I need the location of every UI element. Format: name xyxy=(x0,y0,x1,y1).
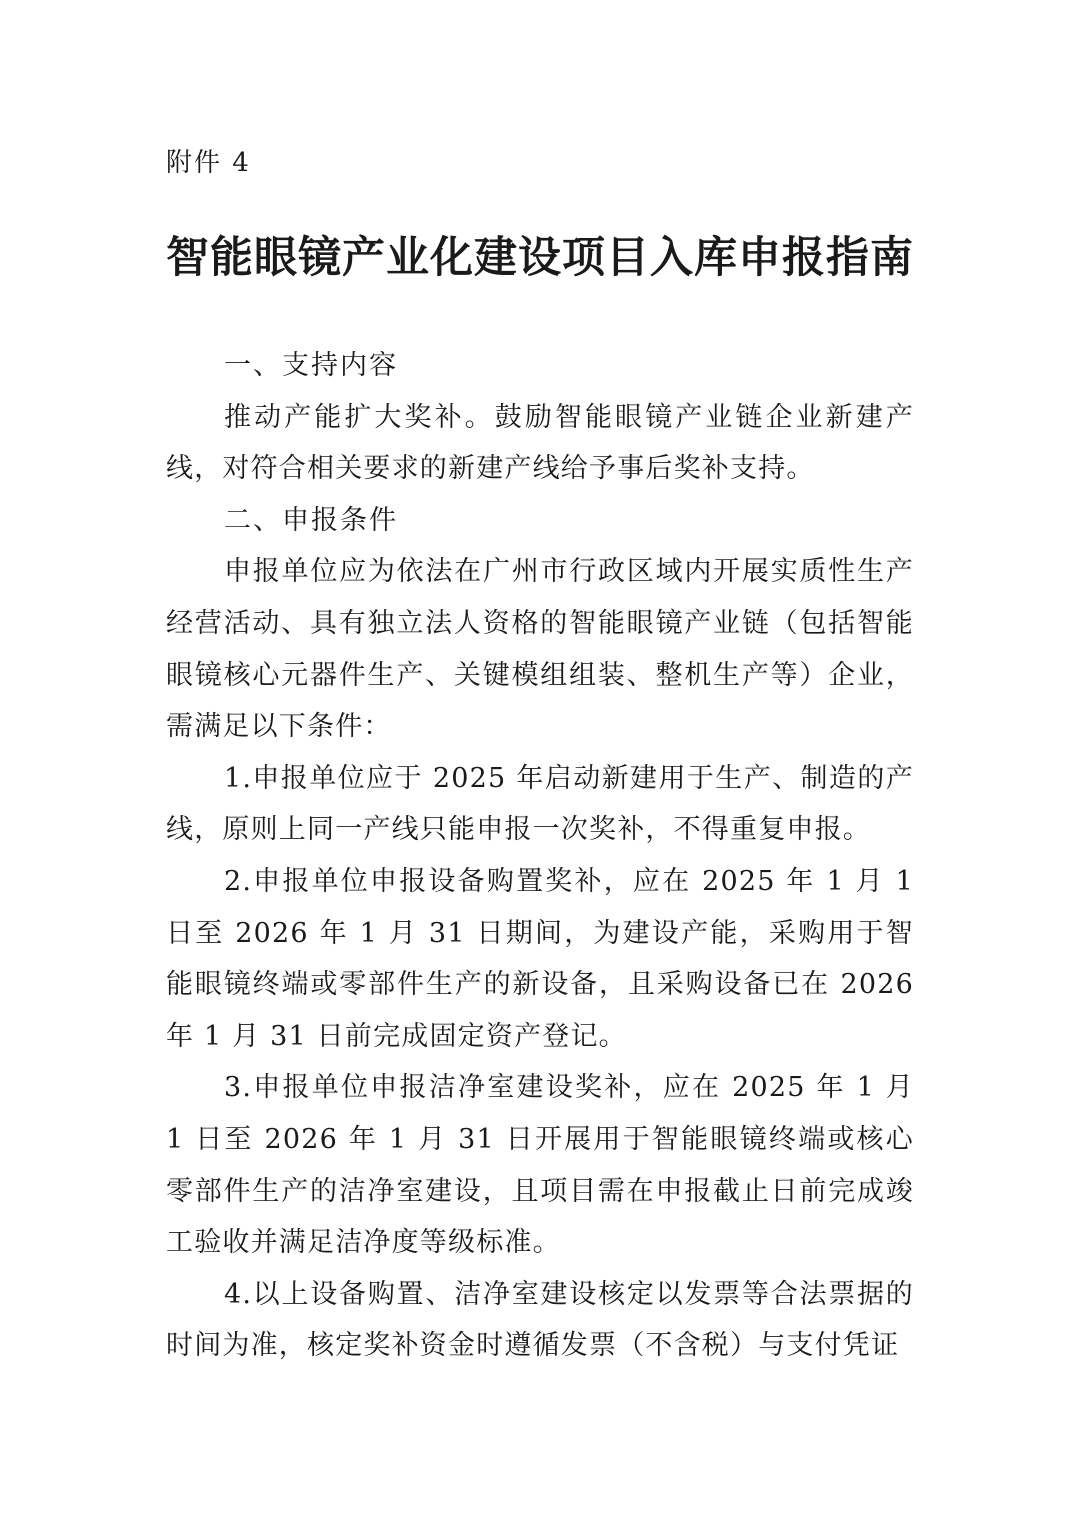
paragraph-condition-2: 2.申报单位申报设备购置奖补，应在 2025 年 1 月 1 日至 2026 年 1 月 31 日期间，为建设产能，采购用于智能眼镜终端或零部件生产的新设备，且采购设备已在 2026 年 1 月 31 日前完成固定资产登记。 xyxy=(166,865,914,1052)
paragraph-eligibility: 申报单位应为依法在广州市行政区域内开展实质性生产经营活动、具有独立法人资格的智能眼镜产业链（包括智能眼镜核心元器件生产、关键模组组装、整机生产等）企业，需满足以下条件： xyxy=(166,556,914,743)
paragraph-condition-3: 3.申报单位申报洁净室建设奖补，应在 2025 年 1 月 1 日至 2026 年 1 月 31 日开展用于智能眼镜终端或核心零部件生产的洁净室建设，且项目需在申报截止日前完成竣工验收并满足洁净度等级标准。 xyxy=(166,1072,914,1259)
section-heading-support-content: 一、支持内容 xyxy=(224,350,398,381)
section-heading-application-conditions: 二、申报条件 xyxy=(224,504,398,536)
document-title: 智能眼镜产业化建设项目入库申报指南 xyxy=(166,233,914,283)
paragraph-condition-1: 1.申报单位应于 2025 年启动新建用于生产、制造的产线，原则上同一产线只能申报一次奖补，不得重复申报。 xyxy=(166,762,914,846)
paragraph-support-content: 推动产能扩大奖补。鼓励智能眼镜产业链企业新建产线，对符合相关要求的新建产线给予事后奖补支持。 xyxy=(166,401,914,485)
attachment-label: 附件 4 xyxy=(166,148,251,178)
document-body xyxy=(166,340,914,1372)
paragraph-condition-4: 4.以上设备购置、洁净室建设核定以发票等合法票据的时间为准，核定奖补资金时遵循发票（不含税）与支付凭证 xyxy=(166,1278,914,1362)
